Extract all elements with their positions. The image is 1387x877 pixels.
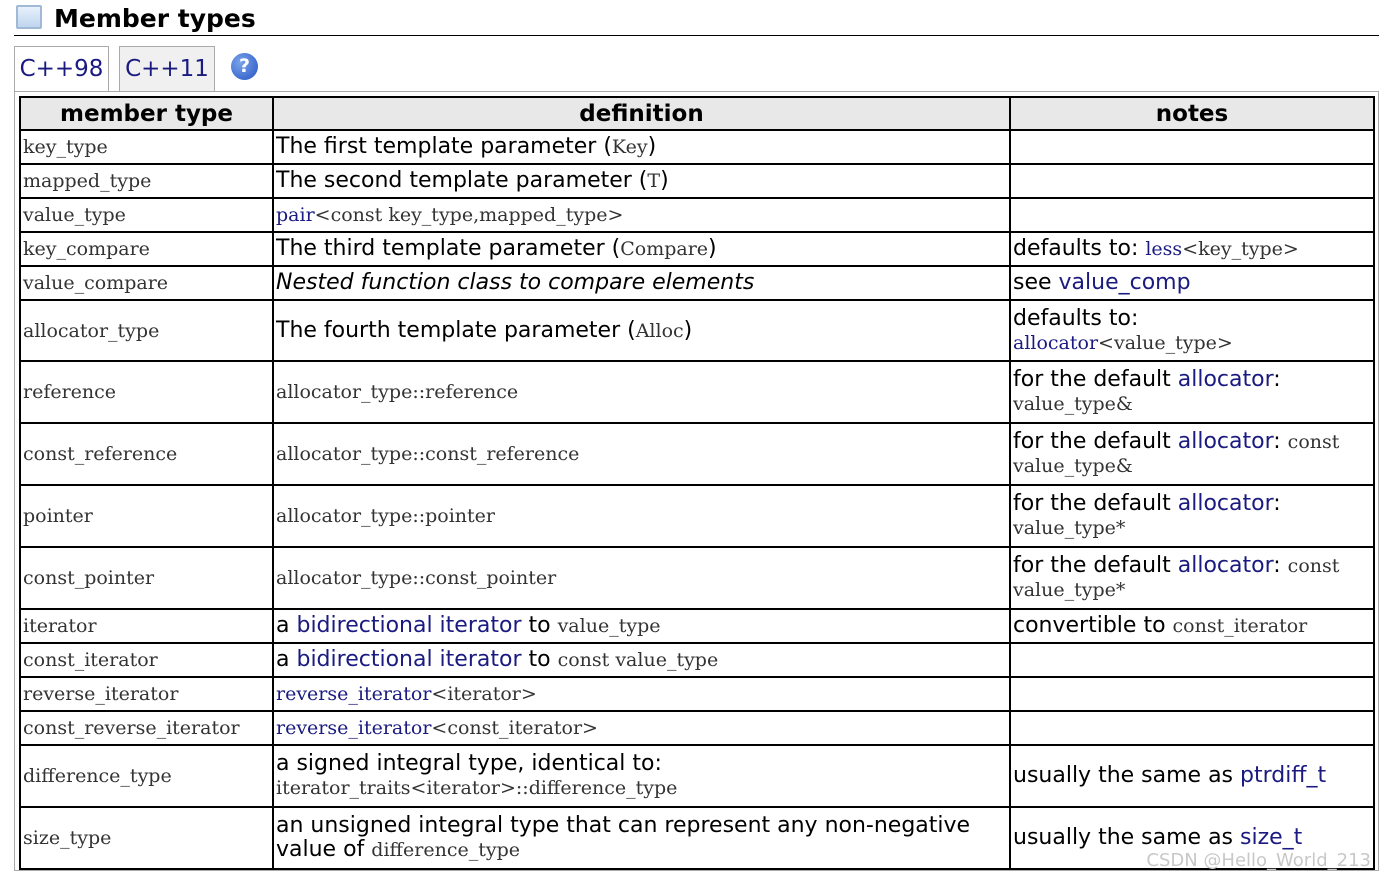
member-type-cell: const_reverse_iterator [20,711,273,745]
header-member-type: member type [20,97,273,130]
notes-cell [1010,164,1374,198]
definition-cell: an unsigned integral type that can represent any non-negative value of difference_type [273,807,1010,869]
table-row [20,745,1374,807]
allocator-link[interactable]: allocator [1177,553,1274,578]
notes-cell: defaults to: allocator<value_type> [1010,300,1374,361]
notes-cell: for the default allocator: const value_type* [1010,547,1374,609]
definition-cell: a signed integral type, identical to: iterator_traits<iterator>::difference_type [273,745,1010,807]
value-comp-link[interactable]: value_comp [1058,270,1191,295]
member-type-cell: difference_type [20,745,273,807]
member-types-table [19,96,1375,870]
notes-cell: defaults to: less<key_type> [1010,232,1374,266]
table-row [20,609,1374,643]
definition-cell: reverse_iterator<const_iterator> [273,711,1010,745]
less-link[interactable]: less [1145,238,1183,260]
table-row [20,361,1374,423]
definition-cell: The third template parameter (Compare) [273,232,1010,266]
notes-cell: see value_comp [1010,266,1374,300]
section-icon [16,5,42,29]
help-icon[interactable]: ? [231,53,258,80]
table-header-row [20,97,1374,130]
table-row [20,547,1374,609]
definition-cell: a bidirectional iterator to value_type [273,609,1010,643]
notes-cell: for the default allocator: const value_type& [1010,423,1374,485]
table-row [20,266,1374,300]
allocator-link[interactable]: allocator [1177,367,1274,392]
allocator-link[interactable]: allocator [1013,331,1099,354]
notes-cell: usually the same as size_t [1010,807,1374,869]
tab-cpp98[interactable]: C++98 [14,46,109,92]
definition-cell: The second template parameter (T) [273,164,1010,198]
member-type-cell: key_type [20,130,273,164]
notes-cell: usually the same as ptrdiff_t [1010,745,1374,807]
member-type-cell: const_reference [20,423,273,485]
member-type-cell: reverse_iterator [20,677,273,711]
table-row [20,677,1374,711]
member-type-cell: pointer [20,485,273,547]
table-row [20,711,1374,745]
definition-cell: a bidirectional iterator to const value_type [273,643,1010,677]
pair-link[interactable]: pair [276,204,315,226]
definition-cell: Nested function class to compare elements [273,266,1010,300]
size-t-link[interactable]: size_t [1240,825,1303,850]
allocator-link[interactable]: allocator [1177,429,1274,454]
table-row [20,485,1374,547]
member-type-cell: value_type [20,198,273,232]
watermark: CSDN @Hello_World_213 [1146,850,1371,871]
definition-cell: allocator_type::reference [273,361,1010,423]
notes-cell [1010,198,1374,232]
section-heading [14,3,1379,36]
table-row [20,198,1374,232]
definition-cell: allocator_type::const_reference [273,423,1010,485]
definition-cell: reverse_iterator<iterator> [273,677,1010,711]
member-type-cell: allocator_type [20,300,273,361]
reverse-iterator-link[interactable]: reverse_iterator [276,717,432,739]
member-type-cell: const_iterator [20,643,273,677]
notes-cell: convertible to const_iterator [1010,609,1374,643]
member-type-cell: reference [20,361,273,423]
member-type-cell: const_pointer [20,547,273,609]
definition-cell: allocator_type::const_pointer [273,547,1010,609]
definition-cell: allocator_type::pointer [273,485,1010,547]
reverse-iterator-link[interactable]: reverse_iterator [276,683,432,705]
bidirectional-iterator-link[interactable]: bidirectional iterator [296,647,522,672]
table-row [20,164,1374,198]
table-row [20,130,1374,164]
notes-cell: for the default allocator: value_type& [1010,361,1374,423]
table-row [20,643,1374,677]
table-row [20,232,1374,266]
notes-cell [1010,643,1374,677]
notes-cell [1010,130,1374,164]
header-notes: notes [1010,97,1374,130]
member-type-cell: iterator [20,609,273,643]
notes-cell [1010,711,1374,745]
definition-cell: The first template parameter (Key) [273,130,1010,164]
allocator-link[interactable]: allocator [1177,491,1274,516]
member-type-cell: size_type [20,807,273,869]
definition-cell: The fourth template parameter (Alloc) [273,300,1010,361]
tab-cpp11[interactable]: C++11 [119,46,215,91]
header-definition: definition [273,97,1010,130]
table-row [20,423,1374,485]
member-type-cell: mapped_type [20,164,273,198]
ptrdiff-t-link[interactable]: ptrdiff_t [1240,763,1327,788]
notes-cell [1010,677,1374,711]
bidirectional-iterator-link[interactable]: bidirectional iterator [296,613,522,638]
table-row [20,300,1374,361]
member-type-cell: value_compare [20,266,273,300]
section-title: Member types [54,4,256,33]
notes-cell: for the default allocator: value_type* [1010,485,1374,547]
version-tabs [14,46,1379,92]
definition-cell: pair<const key_type,mapped_type> [273,198,1010,232]
member-type-cell: key_compare [20,232,273,266]
